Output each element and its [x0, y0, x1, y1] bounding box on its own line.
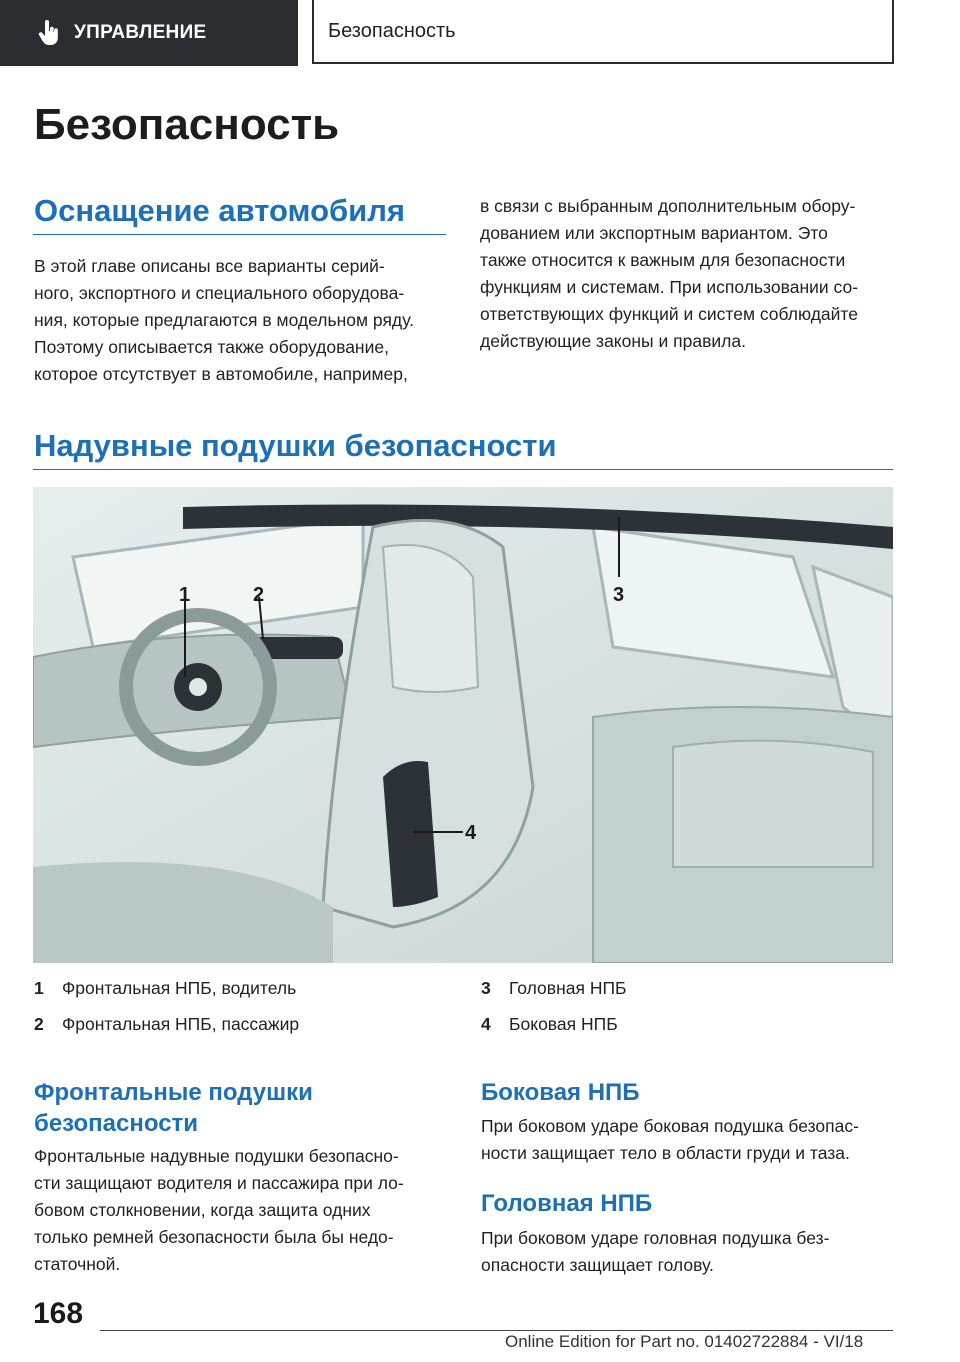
- legend-text: Фронтальная НПБ, пассажир: [62, 1014, 300, 1034]
- figure-legend-right: [481, 978, 627, 1050]
- footer-rule: [100, 1330, 893, 1331]
- text-line: Фронтальные надувные подушки безопасно-: [34, 1146, 399, 1166]
- callout-1: 1: [179, 584, 191, 606]
- text-line: действующие законы и правила.: [480, 331, 746, 351]
- side-airbag-text: [481, 1113, 901, 1167]
- text-line: ответствующих функций и систем соблюдайте: [480, 304, 858, 324]
- text-line: ния, которые предлагаются в модельном ряду.: [34, 310, 414, 330]
- section-label: УПРАВЛЕНИЕ: [74, 22, 207, 43]
- heading-line: безопасности: [34, 1110, 199, 1137]
- front-airbags-heading: [34, 1077, 313, 1139]
- legend-text: Боковая НПБ: [509, 1014, 618, 1034]
- edition-note: Online Edition for Part no. 01402722884 - VI/18: [505, 1332, 864, 1351]
- legend-item: [481, 978, 627, 1014]
- text-line: также относится к важным для безопасности: [480, 250, 846, 270]
- legend-number: 1: [34, 978, 44, 998]
- text-line: ного, экспортного и специального оборудова-: [34, 283, 405, 303]
- heading-line: Фронтальные подушки: [34, 1079, 313, 1106]
- equipment-col1: [34, 253, 454, 388]
- hand-pointer-icon: [38, 20, 60, 46]
- text-line: статочной.: [34, 1254, 121, 1274]
- text-line: опасности защищает голову.: [481, 1255, 714, 1275]
- figure-legend-left: [34, 978, 299, 1050]
- airbags-heading-rule: [33, 469, 893, 470]
- head-airbag-text: [481, 1225, 901, 1279]
- callout-3: 3: [613, 584, 625, 606]
- side-airbag-heading: Боковая НПБ: [481, 1079, 640, 1106]
- text-line: дованием или экспортным вариантом. Это: [480, 223, 828, 243]
- text-line: в связи с выбранным дополнительным обору-: [480, 196, 856, 216]
- section-tab[interactable]: [0, 0, 298, 66]
- legend-text: Фронтальная НПБ, водитель: [62, 978, 297, 998]
- legend-item: [481, 1014, 627, 1050]
- chapter-box: [312, 0, 894, 64]
- equipment-heading-rule: [33, 234, 446, 235]
- page-title: Безопасность: [34, 100, 340, 149]
- legend-text: Головная НПБ: [509, 978, 627, 998]
- equipment-col2: [480, 193, 900, 355]
- text-line: При боковом ударе головная подушка без-: [481, 1228, 830, 1248]
- text-line: бовом столкновении, когда защита одних: [34, 1200, 371, 1220]
- legend-number: 3: [481, 978, 491, 998]
- front-airbags-text: [34, 1143, 454, 1278]
- legend-number: 2: [34, 1014, 44, 1034]
- callout-2: 2: [253, 584, 265, 606]
- text-line: При боковом ударе боковая подушка безопас-: [481, 1116, 859, 1136]
- text-line: только ремней безопасности была бы недо-: [34, 1227, 394, 1247]
- text-line: ности защищает тело в области груди и таза.: [481, 1143, 850, 1163]
- head-airbag-heading: Головная НПБ: [481, 1190, 653, 1217]
- text-line: Поэтому описывается также оборудование,: [34, 337, 389, 357]
- text-line: В этой главе описаны все варианты серий-: [34, 256, 385, 276]
- text-line: которое отсутствует в автомобиле, например,: [34, 364, 408, 384]
- legend-item: [34, 1014, 299, 1050]
- car-interior-illustration: [33, 487, 893, 963]
- airbags-heading: Надувные подушки безопасности: [34, 428, 557, 463]
- text-line: сти защищают водителя и пассажира при ло-: [34, 1173, 404, 1193]
- equipment-heading: Оснащение автомобиля: [34, 193, 405, 228]
- chapter-label: Безопасность: [328, 19, 456, 42]
- legend-item: [34, 978, 299, 1014]
- page-number: 168: [33, 1297, 84, 1330]
- callout-4: 4: [465, 822, 477, 844]
- text-line: функциям и системам. При использовании со-: [480, 277, 859, 297]
- legend-number: 4: [481, 1014, 491, 1034]
